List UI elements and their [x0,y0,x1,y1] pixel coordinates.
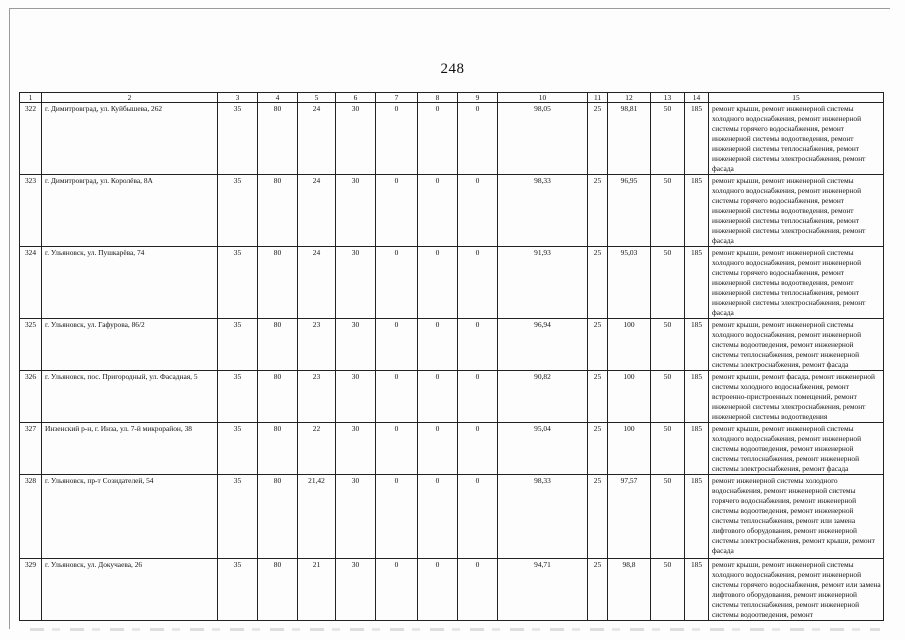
address-cell: г. Ульяновск, ул. Докучаева, 26 [42,559,218,621]
col-7-cell: 0 [376,475,418,559]
col-8-cell: 0 [418,559,458,621]
col-8-cell: 0 [418,247,458,319]
col-7-cell: 0 [376,371,418,423]
works-list-cell: ремонт инженерной системы холодного водоснабжения, ремонт инженерной системы горячего водоснабжения, ремонт инженерной системы водоотведения, ремонт инженерной системы теплоснабжения, ремонт или замена лифтового оборудования, ремонт инженерной системы электроснабжения, ремонт крыши, ремонт фасада [709,475,884,559]
col-13-cell: 50 [651,423,685,475]
col-8-cell: 0 [418,371,458,423]
scan-artifact [30,628,880,631]
data-table [19,92,884,621]
col-7-cell: 0 [376,247,418,319]
col-3-cell: 35 [218,103,258,175]
table-row [20,175,884,247]
col-3-cell: 35 [218,559,258,621]
col-3-cell: 35 [218,247,258,319]
works-list-cell: ремонт крыши, ремонт инженерной системы холодного водоснабжения, ремонт инженерной системы горячего водоснабжения, ремонт инженерной системы водоотведения, ремонт инженерной системы теплоснабжения, ремонт инженерной системы электроснабжения, ремонт фасада [709,103,884,175]
column-header-10: 10 [498,93,588,103]
col-12-cell: 98,8 [608,559,651,621]
col-5-cell: 21,42 [298,475,336,559]
col-14-cell: 185 [685,319,709,371]
address-cell: г. Ульяновск, ул. Гафурова, 86/2 [42,319,218,371]
col-4-cell: 80 [258,371,298,423]
col-8-cell: 0 [418,423,458,475]
col-8-cell: 0 [418,103,458,175]
col-5-cell: 22 [298,423,336,475]
column-header-13: 13 [651,93,685,103]
col-10-cell: 91,93 [498,247,588,319]
col-14-cell: 185 [685,423,709,475]
address-cell: Инзенский р-н, г. Инза, ул. 7-й микрорайон, 38 [42,423,218,475]
col-4-cell: 80 [258,475,298,559]
col-6-cell: 30 [336,319,376,371]
col-11-cell: 25 [588,247,608,319]
col-13-cell: 50 [651,475,685,559]
col-13-cell: 50 [651,247,685,319]
col-5-cell: 23 [298,319,336,371]
row-number-cell: 328 [20,475,42,559]
column-header-11: 11 [588,93,608,103]
col-13-cell: 50 [651,175,685,247]
col-4-cell: 80 [258,175,298,247]
col-5-cell: 21 [298,559,336,621]
column-header-6: 6 [336,93,376,103]
col-7-cell: 0 [376,103,418,175]
works-list-cell: ремонт крыши, ремонт инженерной системы холодного водоснабжения, ремонт инженерной системы водоотведения, ремонт инженерной системы теплоснабжения, ремонт инженерной системы электроснабжения, ремонт фасада [709,319,884,371]
col-9-cell: 0 [458,423,498,475]
col-12-cell: 100 [608,423,651,475]
col-6-cell: 30 [336,103,376,175]
col-6-cell: 30 [336,247,376,319]
address-cell: г. Димитровград, ул. Куйбышева, 262 [42,103,218,175]
col-12-cell: 96,95 [608,175,651,247]
col-11-cell: 25 [588,175,608,247]
col-4-cell: 80 [258,247,298,319]
col-3-cell: 35 [218,319,258,371]
column-header-7: 7 [376,93,418,103]
col-13-cell: 50 [651,371,685,423]
column-header-5: 5 [298,93,336,103]
col-7-cell: 0 [376,319,418,371]
table-row [20,319,884,371]
col-12-cell: 97,57 [608,475,651,559]
col-4-cell: 80 [258,103,298,175]
data-table-container [19,92,883,621]
col-6-cell: 30 [336,423,376,475]
col-7-cell: 0 [376,423,418,475]
col-5-cell: 24 [298,247,336,319]
col-11-cell: 25 [588,423,608,475]
works-list-cell: ремонт крыши, ремонт инженерной системы холодного водоснабжения, ремонт инженерной системы водоотведения, ремонт инженерной системы теплоснабжения, ремонт инженерной системы электроснабжения, ремонт фасада [709,423,884,475]
col-11-cell: 25 [588,475,608,559]
col-3-cell: 35 [218,175,258,247]
col-10-cell: 98,33 [498,475,588,559]
col-6-cell: 30 [336,559,376,621]
col-8-cell: 0 [418,175,458,247]
col-12-cell: 95,03 [608,247,651,319]
col-11-cell: 25 [588,319,608,371]
column-header-4: 4 [258,93,298,103]
col-10-cell: 98,05 [498,103,588,175]
col-6-cell: 30 [336,175,376,247]
address-cell: г. Ульяновск, ул. Пушкарёва, 74 [42,247,218,319]
col-8-cell: 0 [418,475,458,559]
col-9-cell: 0 [458,175,498,247]
row-number-cell: 324 [20,247,42,319]
col-13-cell: 50 [651,559,685,621]
table-row [20,423,884,475]
col-14-cell: 185 [685,175,709,247]
row-number-cell: 325 [20,319,42,371]
col-10-cell: 98,33 [498,175,588,247]
col-14-cell: 185 [685,103,709,175]
works-list-cell: ремонт крыши, ремонт инженерной системы холодного водоснабжения, ремонт инженерной системы горячего водоснабжения, ремонт инженерной системы водоотведения, ремонт инженерной системы теплоснабжения, ремонт инженерной системы электроснабжения, ремонт фасада [709,247,884,319]
column-header-2: 2 [42,93,218,103]
row-number-cell: 323 [20,175,42,247]
row-number-cell: 322 [20,103,42,175]
col-3-cell: 35 [218,423,258,475]
address-cell: г. Димитровград, ул. Королёва, 8А [42,175,218,247]
page-number: 248 [440,61,465,77]
col-10-cell: 94,71 [498,559,588,621]
table-row [20,559,884,621]
col-9-cell: 0 [458,475,498,559]
col-5-cell: 23 [298,371,336,423]
col-14-cell: 185 [685,559,709,621]
column-header-1: 1 [20,93,42,103]
table-row [20,247,884,319]
table-row [20,475,884,559]
table-row [20,103,884,175]
col-6-cell: 30 [336,371,376,423]
row-number-cell: 327 [20,423,42,475]
address-cell: г. Ульяновск, пр-т Созидателей, 54 [42,475,218,559]
works-list-cell: ремонт крыши, ремонт инженерной системы холодного водоснабжения, ремонт инженерной системы горячего водоснабжения, ремонт инженерной системы водоотведения, ремонт инженерной системы теплоснабжения, ремонт инженерной системы электроснабжения, ремонт фасада [709,175,884,247]
col-7-cell: 0 [376,175,418,247]
col-14-cell: 185 [685,371,709,423]
col-5-cell: 24 [298,175,336,247]
col-10-cell: 95,04 [498,423,588,475]
table-row [20,371,884,423]
col-12-cell: 98,81 [608,103,651,175]
col-11-cell: 25 [588,559,608,621]
col-9-cell: 0 [458,559,498,621]
column-header-9: 9 [458,93,498,103]
col-9-cell: 0 [458,319,498,371]
col-12-cell: 100 [608,371,651,423]
table-header-row [20,93,884,103]
col-4-cell: 80 [258,423,298,475]
col-5-cell: 24 [298,103,336,175]
col-14-cell: 185 [685,247,709,319]
column-header-3: 3 [218,93,258,103]
column-header-12: 12 [608,93,651,103]
col-11-cell: 25 [588,371,608,423]
row-number-cell: 329 [20,559,42,621]
col-9-cell: 0 [458,371,498,423]
col-9-cell: 0 [458,103,498,175]
col-6-cell: 30 [336,475,376,559]
col-13-cell: 50 [651,319,685,371]
col-4-cell: 80 [258,319,298,371]
address-cell: г. Ульяновск, пос. Пригородный, ул. Фасадная, 5 [42,371,218,423]
col-11-cell: 25 [588,103,608,175]
column-header-8: 8 [418,93,458,103]
col-3-cell: 35 [218,475,258,559]
col-3-cell: 35 [218,371,258,423]
col-7-cell: 0 [376,559,418,621]
col-12-cell: 100 [608,319,651,371]
column-header-14: 14 [685,93,709,103]
col-8-cell: 0 [418,319,458,371]
col-13-cell: 50 [651,103,685,175]
col-14-cell: 185 [685,475,709,559]
col-9-cell: 0 [458,247,498,319]
works-list-cell: ремонт крыши, ремонт инженерной системы холодного водоснабжения, ремонт инженерной системы горячего водоснабжения, ремонт или замена лифтового оборудования, ремонт инженерной системы теплоснабжения, ремонт инженерной системы водоотведения, ремонт [709,559,884,621]
col-4-cell: 80 [258,559,298,621]
column-header-15: 15 [709,93,884,103]
col-10-cell: 90,82 [498,371,588,423]
row-number-cell: 326 [20,371,42,423]
works-list-cell: ремонт крыши, ремонт фасада, ремонт инженерной системы холодного водоснабжения, ремонт встроенно-пристроенных помещений, ремонт инженерной системы электроснабжения, ремонт инженерной системы водоотведения [709,371,884,423]
col-10-cell: 96,94 [498,319,588,371]
